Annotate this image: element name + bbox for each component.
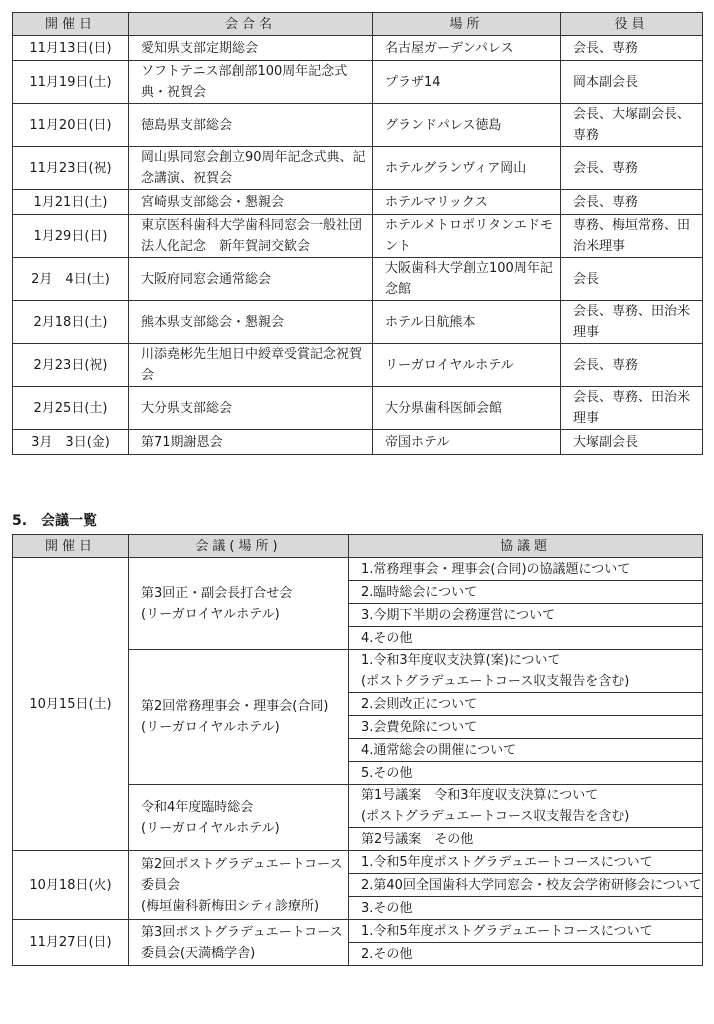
event-officers: 会長、専務 (561, 190, 703, 215)
event-name: ソフトテニス部創部100周年記念式典・祝賀会 (129, 61, 373, 104)
agenda-item: 2.臨時総会について (349, 581, 703, 604)
meeting-name: 令和4年度臨時総会 (リーガロイヤルホテル) (129, 785, 349, 851)
agenda-item: 2.第40回全国歯科大学同窓会・校友会学術研修会について (349, 874, 703, 897)
agenda-item: 2.会則改正について (349, 693, 703, 716)
event-officers: 会長、専務 (561, 36, 703, 61)
table-row (13, 215, 703, 258)
meeting-name: 第2回常務理事会・理事会(合同) (リーガロイヤルホテル) (129, 650, 349, 785)
event-officers: 会長、専務、田治米理事 (561, 301, 703, 344)
header-place: 場所 (373, 13, 561, 36)
event-place: ホテルグランヴィア岡山 (373, 147, 561, 190)
meetings-header-row (13, 535, 703, 558)
agenda-item: 3.今期下半期の会務運営について (349, 604, 703, 627)
meeting-name: 第3回正・副会長打合せ会 (リーガロイヤルホテル) (129, 558, 349, 650)
event-officers: 大塚副会長 (561, 430, 703, 455)
agenda-item: 3.会費免除について (349, 716, 703, 739)
events-header-row (13, 13, 703, 36)
event-officers: 会長、専務、田治米理事 (561, 387, 703, 430)
header-officers: 役員 (561, 13, 703, 36)
header-agenda: 協議題 (349, 535, 703, 558)
agenda-item: 5.その他 (349, 762, 703, 785)
section-title: 5. 会議一覧 (12, 513, 98, 529)
agenda-item: 2.その他 (349, 943, 703, 966)
table-row (13, 147, 703, 190)
table-row (13, 558, 703, 581)
event-place: プラザ14 (373, 61, 561, 104)
header-meeting-place: 会議(場所) (129, 535, 349, 558)
table-row (13, 344, 703, 387)
event-date: 11月23日(祝) (13, 147, 129, 190)
table-row (13, 258, 703, 301)
event-place: 大阪歯科大学創立100周年記念館 (373, 258, 561, 301)
table-row (13, 190, 703, 215)
event-name: 川添堯彬先生旭日中綬章受賞記念祝賀会 (129, 344, 373, 387)
agenda-item: 3.その他 (349, 897, 703, 920)
header-date: 開催日 (13, 535, 129, 558)
table-row (13, 851, 703, 874)
events-table (12, 12, 703, 455)
event-name: 宮崎県支部総会・懇親会 (129, 190, 373, 215)
agenda-item: 1.令和3年度収支決算(案)について (ポストグラデュエートコース収支報告を含む) (349, 650, 703, 693)
event-officers: 会長、大塚副会長、専務 (561, 104, 703, 147)
header-meeting-name: 会合名 (129, 13, 373, 36)
event-place: 大分県歯科医師会館 (373, 387, 561, 430)
event-place: 帝国ホテル (373, 430, 561, 455)
header-date: 開催日 (13, 13, 129, 36)
event-name: 愛知県支部定期総会 (129, 36, 373, 61)
event-place: ホテルマリックス (373, 190, 561, 215)
meeting-date: 10月18日(火) (13, 851, 129, 920)
agenda-item: 4.その他 (349, 627, 703, 650)
event-date: 2月 4日(土) (13, 258, 129, 301)
event-date: 11月13日(日) (13, 36, 129, 61)
event-officers: 会長、専務 (561, 344, 703, 387)
agenda-item: 4.通常総会の開催について (349, 739, 703, 762)
event-date: 3月 3日(金) (13, 430, 129, 455)
table-row (13, 301, 703, 344)
agenda-item: 第1号議案 令和3年度収支決算について (ポストグラデュエートコース収支報告を含む) (349, 785, 703, 828)
event-place: グランドパレス徳島 (373, 104, 561, 147)
meeting-date: 11月27日(日) (13, 920, 129, 966)
event-date: 2月18日(土) (13, 301, 129, 344)
event-date: 1月21日(土) (13, 190, 129, 215)
event-officers: 会長、専務 (561, 147, 703, 190)
event-name: 大阪府同窓会通常総会 (129, 258, 373, 301)
agenda-item: 1.常務理事会・理事会(合同)の協議題について (349, 558, 703, 581)
table-row (13, 920, 703, 943)
meeting-date: 10月15日(土) (13, 558, 129, 851)
event-name: 岡山県同窓会創立90周年記念式典、記念講演、祝賀会 (129, 147, 373, 190)
event-place: ホテルメトロポリタンエドモント (373, 215, 561, 258)
event-name: 東京医科歯科大学歯科同窓会一般社団法人化記念 新年賀詞交歓会 (129, 215, 373, 258)
event-date: 2月25日(土) (13, 387, 129, 430)
event-place: リーガロイヤルホテル (373, 344, 561, 387)
event-name: 大分県支部総会 (129, 387, 373, 430)
event-date: 11月19日(土) (13, 61, 129, 104)
event-date: 2月23日(祝) (13, 344, 129, 387)
agenda-item: 1.令和5年度ポストグラデュエートコースについて (349, 851, 703, 874)
meeting-name: 第3回ポストグラデュエートコース委員会(天満橋学舎) (129, 920, 349, 966)
event-name: 徳島県支部総会 (129, 104, 373, 147)
agenda-item: 1.令和5年度ポストグラデュエートコースについて (349, 920, 703, 943)
table-row (13, 36, 703, 61)
meetings-table (12, 534, 703, 966)
event-place: 名古屋ガーデンパレス (373, 36, 561, 61)
table-row (13, 387, 703, 430)
event-date: 1月29日(日) (13, 215, 129, 258)
event-officers: 専務、梅垣常務、田治米理事 (561, 215, 703, 258)
meeting-name: 第2回ポストグラデュエートコース委員会 (梅垣歯科新梅田シティ診療所) (129, 851, 349, 920)
event-officers: 会長 (561, 258, 703, 301)
event-name: 第71期謝恩会 (129, 430, 373, 455)
table-row (13, 61, 703, 104)
event-place: ホテル日航熊本 (373, 301, 561, 344)
event-officers: 岡本副会長 (561, 61, 703, 104)
agenda-item: 第2号議案 その他 (349, 828, 703, 851)
table-row (13, 104, 703, 147)
table-row (13, 430, 703, 455)
event-name: 熊本県支部総会・懇親会 (129, 301, 373, 344)
event-date: 11月20日(日) (13, 104, 129, 147)
